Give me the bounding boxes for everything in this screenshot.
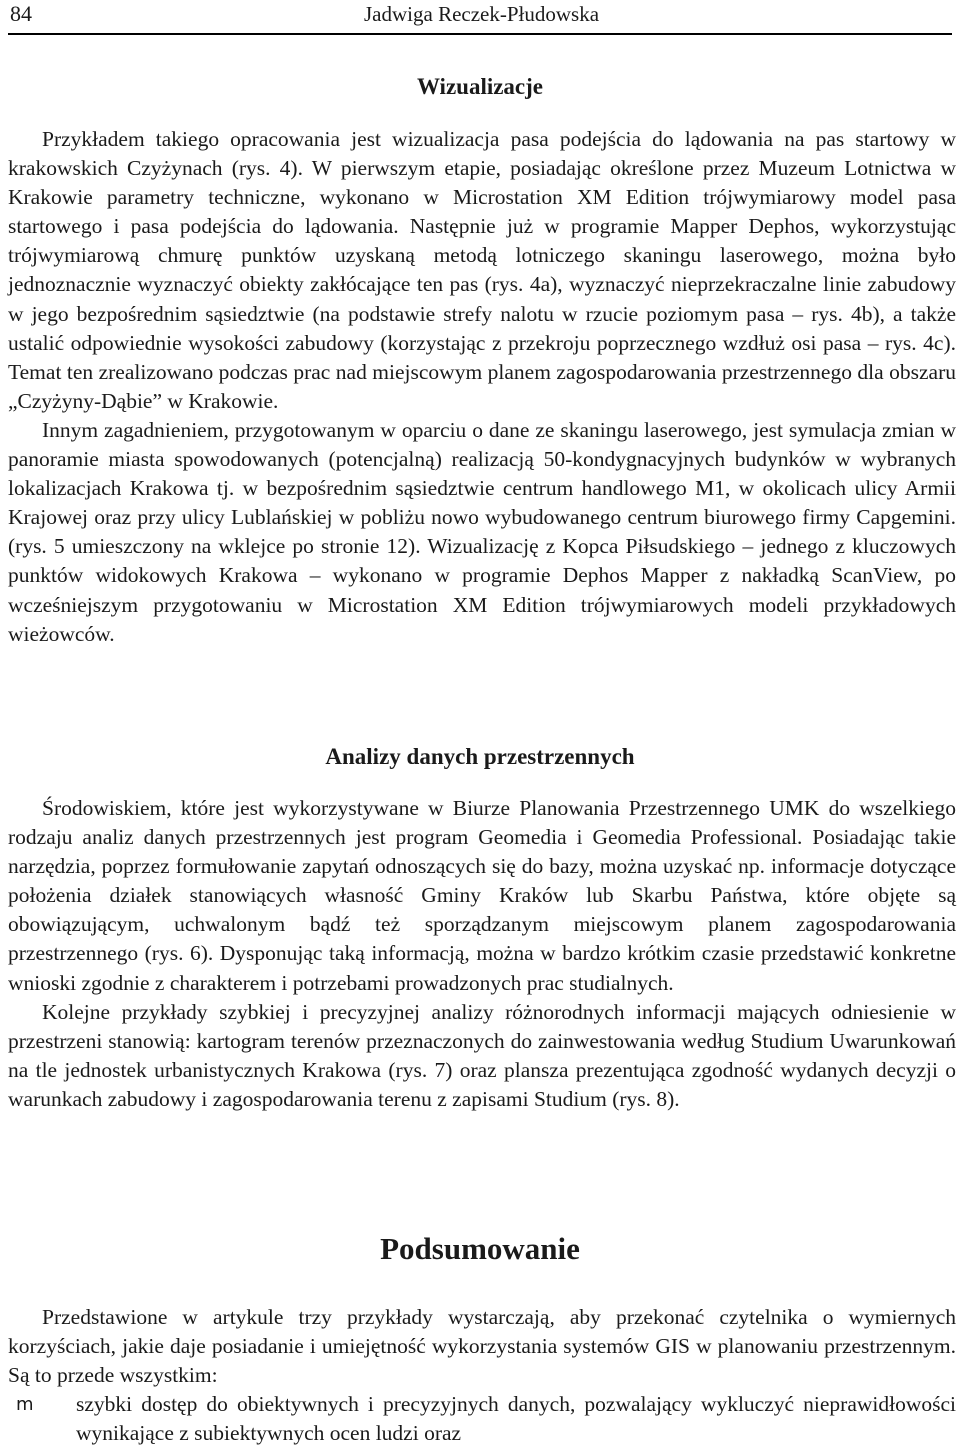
list-item (8, 1390, 956, 1448)
paragraph: Środowiskiem, które jest wykorzystywane w Biurze Planowania Przestrzennego UMK do wszelkiego rodzaju analiz danych przestrzennych jest program Geomedia i Geomedia Professional. Posiadając takie narzędzia, poprzez formułowanie zapytań odnoszących się do bazy, można uzyskać np. informacje dotyczące położenia działek stanowiących własność Gminy Kraków lub Skarbu Państwa, które objęte są obowiązującym, uchwalonym bądź też sporządzanym miejscowym planem zagospodarowania przestrzennego (rys. 6). Dysponując taką informacją, można w bardzo krótkim czasie przedstawić konkretne wnioski zgodnie z charakterem i potrzebami prowadzonych prac studialnych. (8, 796, 956, 995)
section-body-analizy (8, 794, 956, 1114)
paragraph: Przykładem takiego opracowania jest wizualizacja pasa podejścia do lądowania na pas startowy w krakowskich Czyżynach (rys. 4). W pierwszym etapie, posiadając określone przez Muzeum Lotnictwa w Krakowie parametry techniczne, wykonano w Microstation XM Edition trójwymiarowy model pasa startowego i pasa podejścia do lądowania. Następnie już w programie Mapper Dephos, wykorzystując trójwymiarową chmurę punktów uzyskaną metodą lotniczego skaningu laserowego, można było jednoznacznie wyznaczyć obiekty zakłócające ten pas (rys. 4a), wyznaczyć nieprzekraczalne linie zabudowy w jego bezpośrednim sąsiedztwie (na podstawie strefy nalotu w rzucie poziomym pasa – rys. 4b), a także ustalić odpowiednie wysokości zabudowy (korzystając z przekroju poprzecznego wzdłuż osi pasa – rys. 4c). Temat ten zrealizowano podczas prac nad miejscowym planem zagospodarowania przestrzennego dla obszaru „Czyżyny-Dąbie” w Krakowie. (8, 127, 956, 413)
list-item-text: szybki dostęp do obiektywnych i precyzyjnych danych, pozwalający wykluczyć nieprawidłowości wynikające z subiektywnych ocen ludzi oraz (76, 1392, 956, 1446)
running-head: Jadwiga Reczek-Płudowska (364, 2, 600, 26)
section-body-wizualizacje (8, 125, 956, 649)
section-heading-podsumowanie: Podsumowanie (380, 1231, 580, 1266)
paragraph: Innym zagadnieniem, przygotowanym w oparciu o dane ze skaningu laserowego, jest symulacja zmian w panoramie miasta spowodowanych (potencjalną) realizacją 50-kondygnacyjnych budynków w wybranych lokalizacjach Krakowa tj. w bezpośrednim sąsiedztwie centrum handlowego M1, w okolicach ulicy Armii Krajowej oraz przy ulicy Lublańskiej w pobliżu nowo wybudowanego centrum biurowego firmy Capgemini. (rys. 5 umieszczony na wklejce po stronie 12). Wizualizację z Kopca Piłsudskiego – jednego z kluczowych punktów widokowych Krakowa – wykonano w programie Dephos Mapper z nakładką ScanView, po wcześniejszym przygotowaniu w Microstation XM Edition trójwymiarowych modeli przykładowych wieżowców. (8, 417, 956, 646)
page-number: 84 (10, 1, 32, 26)
paragraph: Kolejne przykłady szybkiej i precyzyjnej analizy różnorodnych informacji mających odniesienie w przestrzeni stanowią: kartogram terenów przeznaczonych do zainwestowania według Studium Uwarunkowań na tle jednostek urbanistycznych Krakowa (rys. 7) oraz plansza prezentująca zgodność wydanych decyzji o warunkach zabudowy i zagospodarowania terenu z zapisami Studium (rys. 8). (8, 999, 956, 1111)
bullet-icon: m (16, 1394, 34, 1416)
page-header (8, 0, 952, 35)
paragraph: Przedstawione w artykule trzy przykłady wystarczają, aby przekonać czytelnika o wymiernych korzyściach, jakie daje posiadanie i umiejętność wykorzystania systemów GIS w planowaniu przestrzennym. Są to przede wszystkim: (8, 1305, 956, 1388)
section-body-podsumowanie (8, 1303, 956, 1448)
section-heading-wizualizacje: Wizualizacje (416, 74, 544, 99)
section-heading-analizy: Analizy danych przestrzennych (325, 744, 635, 769)
bullet-list (8, 1390, 956, 1448)
